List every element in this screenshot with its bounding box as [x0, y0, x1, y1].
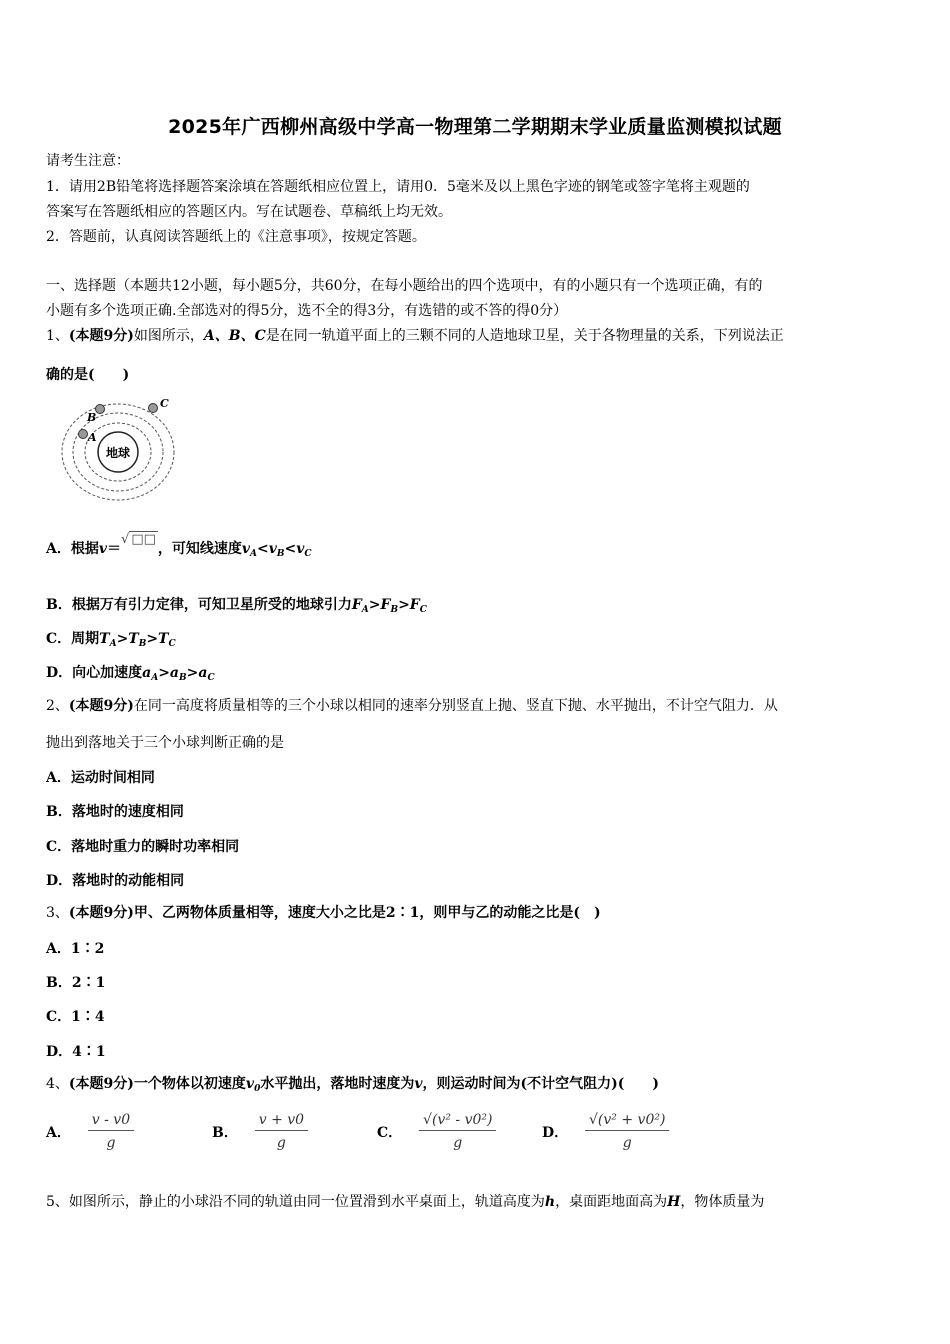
q5-text-a: 如图所示，静止的小球沿不同的轨道由同一位置滑到水平桌面上，轨道高度为 [68, 1194, 545, 1210]
page-title: 2025年广西柳州高级中学高一物理第二学期期末学业质量监测模拟试题 [168, 116, 782, 138]
q1-option-a-relation: $v_A<v_B<v_C$ [241, 541, 312, 559]
q4-option-b [212, 1112, 308, 1151]
q3-number: 3、 [46, 905, 69, 921]
q3-option-d-label: D． [46, 1044, 73, 1060]
q4-option-a-label: A． [46, 1124, 71, 1141]
q3-option-d [46, 1041, 106, 1061]
q2-option-b-text: 落地时的速度相同 [71, 804, 184, 820]
q4-stem [46, 1075, 659, 1098]
q4-option-d-fraction [585, 1112, 669, 1151]
q4-option-a-fraction [88, 1112, 134, 1151]
satellite-a-label: A [88, 431, 97, 444]
q2-text: 在同一高度将质量相等的三个小球以相同的速率分别竖直上抛、竖直下抛、水平抛出，不计空气阻力．从 [133, 698, 778, 714]
q4-option-c-denominator: g [453, 1135, 463, 1151]
q2-number: 2、 [46, 698, 69, 714]
q3-option-a-text: 1∶2 [70, 941, 105, 957]
q4-option-c [377, 1112, 496, 1151]
satellite-c-label: C [160, 397, 169, 410]
q1-option-a: A．根据v＝√ □□，可知线速度$v_A<v_B<v_C$ [46, 532, 312, 559]
q1-option-a-sqrt: □□ [131, 532, 156, 547]
q4-option-b-numerator: v + v0 [255, 1112, 308, 1131]
q1-option-a-text-2: ，可知线速度 [157, 541, 242, 557]
q2-option-c [46, 836, 239, 856]
q2-option-b-label: B． [46, 804, 72, 820]
orbit-diagram [58, 392, 180, 504]
q3-option-c [46, 1006, 105, 1026]
q3-stem [46, 904, 601, 922]
q1-option-b [46, 594, 427, 615]
q1-number: 1、 [46, 328, 69, 344]
q5-text-b: ，桌面距地面高为 [555, 1194, 668, 1210]
q1-option-d-label: D． [46, 665, 73, 681]
q1-score: (本题9分) [68, 328, 134, 344]
q1-option-d [46, 662, 215, 683]
q5-text-c: ，物体质量为 [680, 1194, 765, 1210]
q2-option-a [46, 767, 155, 787]
q4-option-d-label: D． [542, 1124, 569, 1141]
q5-h: h [544, 1194, 556, 1210]
q1-text-a: 如图所示， [133, 328, 204, 344]
q1-option-a-eq: ＝ [107, 541, 122, 557]
q1-option-b-label: B． [46, 597, 72, 613]
q1-option-c [46, 628, 176, 649]
q3-option-b-label: B． [46, 975, 72, 991]
q1-option-a-text-1: 根据 [70, 541, 99, 557]
q1-option-c-label: C． [46, 631, 72, 647]
q3-text: 甲、乙两物体质量相等，速度大小之比是2∶1，则甲与乙的动能之比是( ) [133, 905, 601, 921]
q3-option-d-text: 4∶1 [72, 1044, 106, 1060]
q1-text-b: 是在同一轨道平面上的三颗不同的人造地球卫星，关于各物理量的关系，下列说法正 [265, 328, 784, 344]
q1-option-c-relation: $T_A>T_B>T_C$ [99, 631, 176, 649]
q4-option-a-denominator: g [106, 1135, 116, 1151]
q2-option-c-label: C． [46, 839, 72, 855]
q4-option-c-numerator: √(v² - v0²) [419, 1112, 496, 1131]
q4-option-c-fraction [419, 1112, 496, 1151]
q4-option-d [542, 1112, 669, 1151]
q4-option-b-label: B． [212, 1124, 238, 1141]
notice-item-1-line-1: 1．请用2B铅笔将选择题答案涂填在答题纸相应位置上，请用0．5毫米及以上黑色字迹的钢笔或签字笔将主观题的 [46, 179, 750, 195]
notice-heading: 请考生注意： [46, 153, 130, 169]
q4-score: (本题9分) [68, 1076, 134, 1092]
satellite-a-icon [79, 430, 88, 439]
q4-v: v [414, 1076, 423, 1092]
satellite-b-label: B [87, 411, 97, 424]
notice-item-2: 2．答题前，认真阅读答题纸上的《注意事项》，按规定答题。 [46, 229, 426, 245]
q4-option-d-denominator: g [622, 1135, 632, 1151]
q2-option-c-text: 落地时重力的瞬时功率相同 [71, 839, 240, 855]
q2-option-a-label: A． [46, 770, 71, 786]
q2-stem-line-1 [46, 697, 778, 715]
q1-option-c-text: 周期 [71, 631, 100, 647]
q3-option-c-label: C． [46, 1009, 72, 1025]
q2-option-d-text: 落地时的动能相同 [72, 873, 185, 889]
q4-text-b: 水平抛出，落地时速度为 [260, 1076, 415, 1092]
q4-option-b-fraction [255, 1112, 308, 1151]
q1-option-b-relation: $F_A>F_B>F_C$ [351, 597, 427, 615]
q4-option-a-numerator: v - v0 [88, 1112, 134, 1131]
q2-option-d-label: D． [46, 873, 73, 889]
q4-text-a: 一个物体以初速度 [133, 1076, 246, 1092]
q3-score: (本题9分) [68, 905, 134, 921]
q1-option-d-relation: $a_A>a_B>a_C$ [142, 665, 215, 683]
q4-option-d-numerator: √(v² + v0²) [585, 1112, 669, 1131]
q1-stem-line-2: 确的是( ) [46, 367, 130, 383]
q2-option-b [46, 801, 184, 821]
earth-label: 地球 [105, 446, 131, 460]
q5-stem [46, 1193, 764, 1211]
q3-option-c-text: 1∶4 [71, 1009, 105, 1025]
q3-option-a-label: A． [46, 941, 71, 957]
satellite-b-icon [96, 405, 105, 414]
q3-option-b-text: 2∶1 [71, 975, 106, 991]
q1-option-b-text: 根据万有引力定律，可知卫星所受的地球引力 [71, 597, 352, 613]
q4-text-c: ，则运动时间为(不计空气阻力)( ) [422, 1076, 659, 1092]
q1-stem-line-1 [46, 327, 784, 345]
q4-number: 4、 [46, 1076, 69, 1092]
section-heading-line-1: 一、选择题（本题共12小题，每小题5分，共60分，在每小题给出的四个选项中，有的小题只有一个选项正确，有的 [46, 278, 763, 294]
q4-option-a [46, 1112, 134, 1151]
q2-stem-line-2: 抛出到落地关于三个小球判断正确的是 [46, 735, 284, 751]
q1-abc: A、B、C [203, 328, 266, 344]
q2-score: (本题9分) [68, 698, 134, 714]
q5-number: 5、 [46, 1194, 69, 1210]
q4-option-c-label: C． [377, 1124, 403, 1141]
q1-option-a-label: A． [46, 541, 71, 557]
q4-option-b-denominator: g [276, 1135, 286, 1151]
satellite-c-icon [149, 404, 158, 413]
q1-option-d-text: 向心加速度 [72, 665, 143, 681]
q2-option-a-text: 运动时间相同 [70, 770, 155, 786]
q1-option-a-v: v [98, 541, 108, 557]
q3-option-a [46, 938, 104, 958]
q4-v0: $v_0$ [245, 1076, 261, 1094]
q5-H: H [667, 1194, 681, 1210]
q2-option-d [46, 870, 184, 890]
section-heading-line-2: 小题有多个选项正确.全部选对的得5分，选不全的得3分，有选错的或不答的得0分） [46, 303, 568, 319]
notice-item-1-line-2: 答案写在答题纸相应的答题区内。写在试题卷、草稿纸上均无效。 [46, 204, 452, 220]
q3-option-b [46, 972, 105, 992]
